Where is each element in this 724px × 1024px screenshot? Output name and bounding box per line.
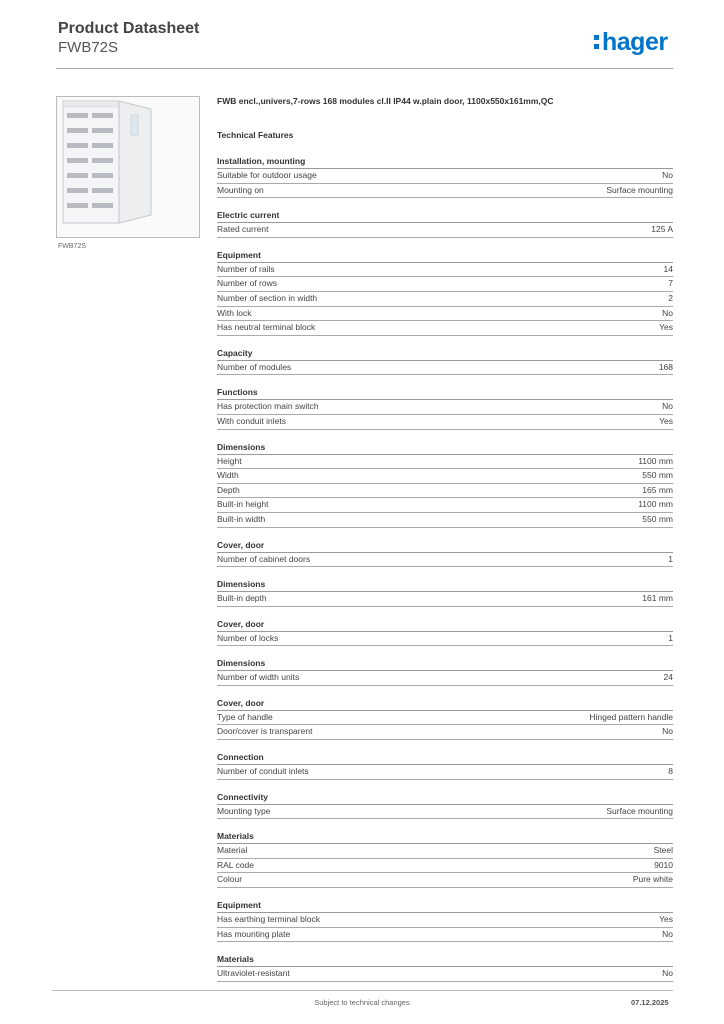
image-caption: FWB72S xyxy=(58,243,87,250)
feature-value: 7 xyxy=(668,278,673,289)
feature-row xyxy=(217,277,673,292)
feature-value: 24 xyxy=(663,672,673,683)
feature-label: With conduit inlets xyxy=(217,415,286,426)
group-title: Dimensions xyxy=(217,579,673,592)
feature-row xyxy=(217,321,673,336)
group-title: Installation, mounting xyxy=(217,156,673,169)
feature-group xyxy=(217,752,673,780)
feature-row xyxy=(217,498,673,513)
product-code: FWB72S xyxy=(58,39,119,56)
feature-value: Yes xyxy=(659,914,673,925)
feature-groups xyxy=(217,156,673,982)
footer-note: Subject to technical changes xyxy=(314,998,410,1007)
feature-value: Yes xyxy=(659,415,673,426)
feature-label: Depth xyxy=(217,484,240,495)
cabinet-rail xyxy=(92,188,113,193)
feature-label: Material xyxy=(217,845,248,856)
feature-value: Surface mounting xyxy=(606,184,673,195)
feature-value: No xyxy=(662,968,673,979)
feature-label: RAL code xyxy=(217,859,255,870)
feature-label: Number of width units xyxy=(217,672,300,683)
feature-group xyxy=(217,831,673,888)
feature-label: Type of handle xyxy=(217,711,273,722)
feature-value: Steel xyxy=(653,845,673,856)
feature-row xyxy=(217,725,673,740)
feature-group xyxy=(217,658,673,686)
feature-group xyxy=(217,540,673,568)
feature-row xyxy=(217,263,673,278)
feature-row xyxy=(217,361,673,376)
feature-value: No xyxy=(662,928,673,939)
feature-group xyxy=(217,900,673,942)
feature-row xyxy=(217,671,673,686)
feature-group xyxy=(217,579,673,607)
feature-value: No xyxy=(662,170,673,180)
feature-row xyxy=(217,184,673,199)
feature-value: 14 xyxy=(663,263,673,274)
feature-group xyxy=(217,954,673,982)
cabinet-rail xyxy=(67,188,88,193)
feature-value: 1 xyxy=(668,553,673,564)
cabinet-rail xyxy=(92,143,113,148)
feature-value: Hinged pattern handle xyxy=(589,711,673,722)
feature-label: Mounting type xyxy=(217,805,271,816)
group-title: Electric current xyxy=(217,210,673,223)
feature-group xyxy=(217,792,673,820)
feature-group xyxy=(217,250,673,336)
feature-value: 165 mm xyxy=(642,484,673,495)
feature-value: 1100 mm xyxy=(638,499,673,510)
feature-label: With lock xyxy=(217,307,252,318)
group-title: Cover, door xyxy=(217,540,673,553)
footer-date: 07.12.2025 xyxy=(631,998,669,1007)
logo-text: hager xyxy=(602,28,668,56)
feature-row xyxy=(217,307,673,322)
product-description: FWB encl.,univers,7-rows 168 modules cl.II IP44 w.plain door, 1100x550x161mm,QC xyxy=(217,96,554,106)
feature-label: Height xyxy=(217,455,242,466)
group-title: Cover, door xyxy=(217,698,673,711)
hager-logo xyxy=(594,28,668,56)
feature-label: Has mounting plate xyxy=(217,928,291,939)
cabinet-rail xyxy=(92,113,113,118)
datasheet-content xyxy=(217,95,673,982)
feature-label: Built-in depth xyxy=(217,593,267,604)
feature-label: Colour xyxy=(217,874,243,885)
feature-label: Number of cabinet doors xyxy=(217,553,311,564)
feature-label: Number of locks xyxy=(217,632,279,643)
feature-row xyxy=(217,469,673,484)
cabinet-rail xyxy=(67,158,88,163)
feature-group xyxy=(217,442,673,528)
feature-value: 1100 mm xyxy=(638,455,673,466)
group-title: Equipment xyxy=(217,250,673,263)
cabinet-rail xyxy=(92,158,113,163)
feature-label: Number of conduit inlets xyxy=(217,766,309,777)
feature-row xyxy=(217,292,673,307)
group-title: Materials xyxy=(217,831,673,844)
footer-divider xyxy=(52,990,673,991)
feature-group xyxy=(217,156,673,198)
feature-group xyxy=(217,387,673,429)
group-title: Cover, door xyxy=(217,619,673,632)
feature-group xyxy=(217,348,673,376)
feature-label: Mounting on xyxy=(217,184,264,195)
feature-row xyxy=(217,455,673,470)
feature-row xyxy=(217,415,673,430)
group-title: Functions xyxy=(217,387,673,400)
group-title: Connection xyxy=(217,752,673,765)
feature-label: Built-in height xyxy=(217,499,269,510)
cabinet-rail xyxy=(67,113,88,118)
feature-row xyxy=(217,169,673,184)
group-title: Equipment xyxy=(217,900,673,913)
feature-label: Number of section in width xyxy=(217,292,318,303)
header-divider xyxy=(56,68,673,69)
feature-row xyxy=(217,592,673,607)
feature-row xyxy=(217,632,673,647)
feature-row xyxy=(217,223,673,238)
feature-row xyxy=(217,967,673,982)
feature-group xyxy=(217,619,673,647)
feature-row xyxy=(217,711,673,726)
feature-row xyxy=(217,859,673,874)
feature-value: 550 mm xyxy=(642,470,673,481)
cabinet-rail xyxy=(92,173,113,178)
cabinet-rail xyxy=(67,203,88,208)
feature-group xyxy=(217,698,673,740)
feature-row xyxy=(217,765,673,780)
feature-value: No xyxy=(662,401,673,412)
feature-row xyxy=(217,484,673,499)
feature-value: 9010 xyxy=(654,859,673,870)
feature-value: No xyxy=(662,307,673,318)
feature-value: 8 xyxy=(668,766,673,777)
feature-label: Number of rows xyxy=(217,278,277,289)
group-title: Dimensions xyxy=(217,442,673,455)
technical-features-heading: Technical Features xyxy=(217,130,294,140)
group-title: Dimensions xyxy=(217,658,673,671)
feature-value: 161 mm xyxy=(642,593,673,604)
feature-value: 2 xyxy=(668,292,673,303)
feature-label: Built-in width xyxy=(217,513,266,524)
feature-value: Pure white xyxy=(632,874,673,885)
feature-value: 550 mm xyxy=(642,513,673,524)
feature-value: 1 xyxy=(668,632,673,643)
feature-label: Has earthing terminal block xyxy=(217,914,320,925)
logo-dots-icon xyxy=(594,35,599,49)
feature-row xyxy=(217,513,673,528)
cabinet-rail xyxy=(67,143,88,148)
feature-label: Ultraviolet-resistant xyxy=(217,968,290,979)
feature-label: Width xyxy=(217,470,239,481)
feature-label: Suitable for outdoor usage xyxy=(217,170,317,180)
feature-value: No xyxy=(662,726,673,737)
group-title: Connectivity xyxy=(217,792,673,805)
feature-row xyxy=(217,805,673,820)
feature-row xyxy=(217,913,673,928)
feature-row xyxy=(217,928,673,943)
feature-label: Has neutral terminal block xyxy=(217,322,316,333)
feature-row xyxy=(217,873,673,888)
feature-row xyxy=(217,400,673,415)
feature-row xyxy=(217,553,673,568)
feature-value: Surface mounting xyxy=(606,805,673,816)
page-title: Product Datasheet xyxy=(58,20,200,37)
feature-value: 125 A xyxy=(651,224,673,235)
feature-value: Yes xyxy=(659,322,673,333)
feature-value: 168 xyxy=(658,361,673,372)
group-title: Capacity xyxy=(217,348,673,361)
cabinet-rail xyxy=(67,173,88,178)
cabinet-rail xyxy=(92,128,113,133)
feature-label: Number of modules xyxy=(217,361,292,372)
group-title: Materials xyxy=(217,954,673,967)
feature-label: Has protection main switch xyxy=(217,401,319,412)
cabinet-rail xyxy=(67,128,88,133)
cabinet-rail xyxy=(92,203,113,208)
feature-label: Number of rails xyxy=(217,263,275,274)
feature-row xyxy=(217,844,673,859)
feature-label: Door/cover is transparent xyxy=(217,726,313,737)
distribution-cabinet-icon xyxy=(57,97,199,237)
feature-label: Rated current xyxy=(217,224,269,235)
product-image xyxy=(56,96,200,238)
feature-group xyxy=(217,210,673,238)
